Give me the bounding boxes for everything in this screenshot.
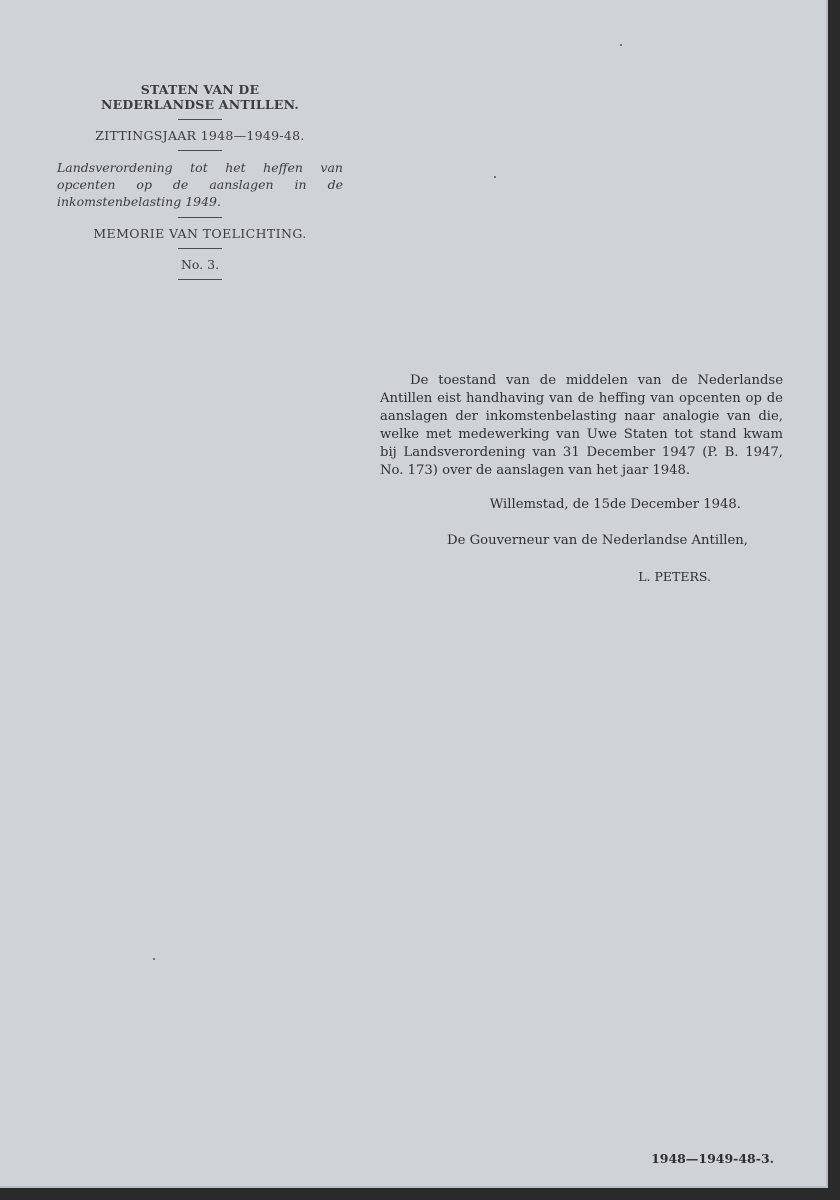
paper-speck: [494, 176, 496, 178]
divider-rule: [178, 279, 222, 280]
document-number: No. 3.: [180, 257, 220, 272]
body-paragraph: De toestand van de middelen van de Nederlandse Antillen eist handhaving van de heffing van opcenten op de aanslagen der inkomstenbelasting naar analogie van die, welke met medewerking van Uwe Staten tot stand kwam bij Landsverordening van 31 December 1947 (P. B. 1947, No. 173) over de aanslagen van het jaar 1948.: [380, 373, 783, 478]
org-name-line2: NEDERLANDSE ANTILLEN.: [101, 97, 299, 112]
paper-speck: [620, 44, 622, 46]
governor-title: De Gouverneur van de Nederlandse Antillen,: [447, 533, 748, 548]
divider-rule: [178, 150, 222, 151]
org-name-line1: STATEN VAN DE: [140, 82, 260, 97]
place-date: Willemstad, de 15de December 1948.: [489, 497, 741, 512]
signature-name: L. PETERS.: [638, 569, 711, 584]
paper-speck: [153, 958, 155, 960]
memo-title: MEMORIE VAN TOELICHTING.: [93, 226, 307, 241]
divider-rule: [178, 119, 222, 120]
divider-rule: [178, 217, 222, 218]
ordinance-subject: Landsverordening tot het heffen van opcenten op de aanslagen in de inkomstenbelasting 1949.: [57, 160, 343, 209]
divider-rule: [178, 248, 222, 249]
session-year: ZITTINGSJAAR 1948—1949-48.: [95, 128, 305, 143]
document-header: [55, 82, 345, 288]
footer-doc-number: 1948—1949-48-3.: [651, 1151, 774, 1166]
memo-body: [380, 372, 783, 586]
